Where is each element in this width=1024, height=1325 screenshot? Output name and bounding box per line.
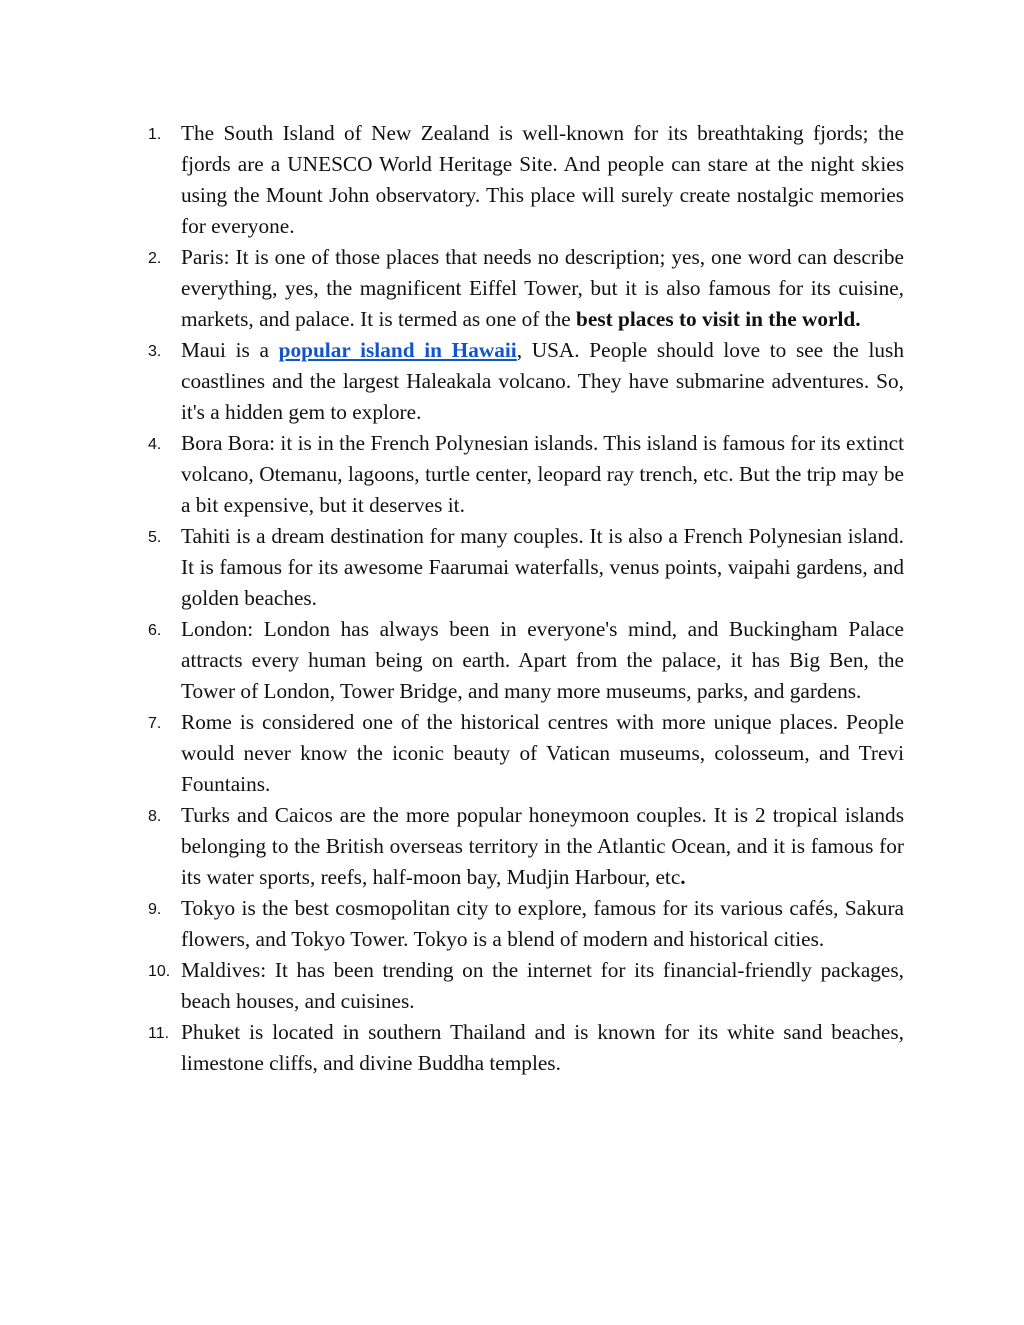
item-text: Tokyo is the best cosmopolitan city to explore, famous for its various cafés, Sakura flowers, and Tokyo Tower. Tokyo is a blend of modern and historical cities.	[181, 896, 904, 951]
list-item	[148, 521, 904, 614]
item-text: Tahiti is a dream destination for many couples. It is also a French Polynesian island. It is famous for its awesome Faarumai waterfalls, venus points, vaipahi gardens, and golden beaches.	[181, 524, 904, 610]
list-item	[148, 335, 904, 428]
item-number: 10.	[148, 963, 171, 980]
item-text: Turks and Caicos are the more popular honeymoon couples. It is 2 tropical islands belonging to the British overseas territory in the Atlantic Ocean, and it is famous for its water sports, reefs, half-moon bay, Mudjin Harbour, etc	[181, 803, 904, 889]
item-text: The South Island of New Zealand is well-known for its breathtaking fjords; the fjords are a UNESCO World Heritage Site. And people can stare at the night skies using the Mount John observatory. This place will surely create nostalgic memories for everyone.	[181, 121, 904, 238]
list-item	[148, 800, 904, 893]
item-number: 9.	[148, 901, 162, 918]
item-text: Phuket is located in southern Thailand and is known for its white sand beaches, limestone cliffs, and divine Buddha temples.	[181, 1020, 904, 1075]
item-number: 7.	[148, 715, 162, 732]
list-item	[148, 428, 904, 521]
item-text: London: London has always been in everyone's mind, and Buckingham Palace attracts every human being on earth. Apart from the palace, it has Big Ben, the Tower of London, Tower Bridge, and many more museums, parks, and gardens.	[181, 617, 904, 703]
item-number: 5.	[148, 529, 162, 546]
list-item	[148, 707, 904, 800]
item-number: 1.	[148, 126, 162, 143]
item-text: , USA. People should love to see the lush coastlines and the largest Haleakala volcano. They have submarine adventures. So, it's a hidden gem to explore.	[181, 338, 904, 424]
item-number: 8.	[148, 808, 162, 825]
item-text: Bora Bora: it is in the French Polynesian islands. This island is famous for its extinct volcano, Otemanu, lagoons, turtle center, leopard ray trench, etc. But the trip may be a bit expensive, but it deserves it.	[181, 431, 904, 517]
item-number: 11.	[148, 1025, 170, 1042]
item-bold-text: best places to visit in the world.	[576, 307, 861, 331]
list-item	[148, 614, 904, 707]
destinations-list	[148, 118, 904, 1079]
list-item	[148, 955, 904, 1017]
item-bold-text: .	[680, 865, 686, 889]
list-item	[148, 893, 904, 955]
list-item	[148, 1017, 904, 1079]
item-text: Maui is a	[181, 338, 279, 362]
item-text: Maldives: It has been trending on the internet for its financial-friendly packages, beach houses, and cuisines.	[181, 958, 904, 1013]
item-number: 4.	[148, 436, 162, 453]
hawaii-link[interactable]: popular island in Hawaii	[278, 338, 517, 362]
item-text: Paris: It is one of those places that needs no description; yes, one word can describe everything, yes, the magnificent Eiffel Tower, but it is also famous for its cuisine, markets, and palace. It is termed as one of the	[181, 245, 904, 331]
item-number: 3.	[148, 343, 162, 360]
list-item	[148, 242, 904, 335]
item-number: 2.	[148, 250, 162, 267]
item-number: 6.	[148, 622, 162, 639]
list-item	[148, 118, 904, 242]
item-text: Rome is considered one of the historical centres with more unique places. People would never know the iconic beauty of Vatican museums, colosseum, and Trevi Fountains.	[181, 710, 904, 796]
